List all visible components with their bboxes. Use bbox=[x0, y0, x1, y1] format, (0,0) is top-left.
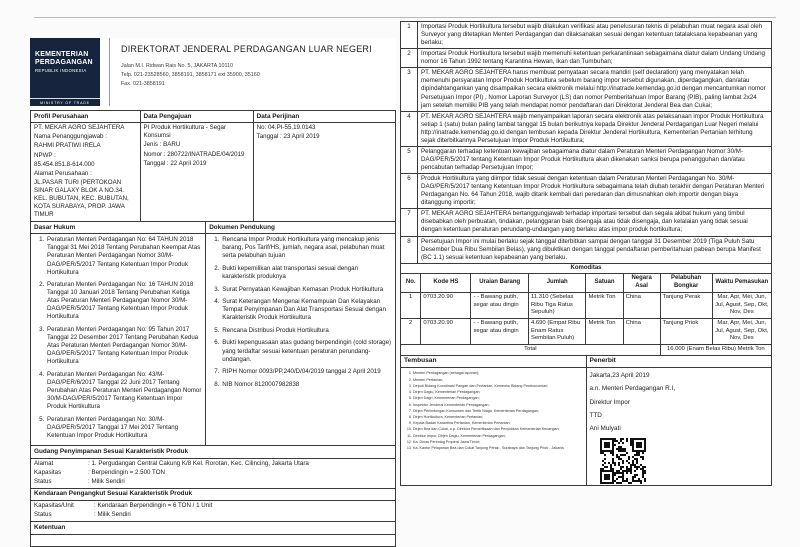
table-cell: 0703.20.90 bbox=[421, 319, 471, 345]
list-item: Fax. 021-3858191 bbox=[121, 80, 165, 87]
list-item: a.n. Menteri Perdagangan R.I, bbox=[589, 385, 676, 393]
list-item: 6. Bukti kepenguasaan atas gudang berpendingin (cold storage) yang terdaftar sesuai ketentuan peraturan perundang-undangan. bbox=[221, 339, 392, 363]
item-number: 4 bbox=[401, 111, 418, 146]
document-page-1 bbox=[30, 38, 396, 547]
list-item: 5. Peraturan Menteri Perdagangan No: 30/M-DAG/PER/5/2017 Tanggal 17 Mei 2017 Tentang Ketentuan Impor Produk Hortikultura bbox=[46, 416, 202, 440]
field-value: : Milik Sendiri bbox=[94, 511, 131, 519]
list-item: 11. Direktur Impor, Dirjen Daglu, Kementerian Perdagangan; bbox=[413, 434, 583, 440]
total-row bbox=[401, 345, 772, 356]
tembusan-list bbox=[404, 371, 583, 452]
list-item: 13. Ka. Kantor Pelayanan Bea dan Cukai Tanjung Perak - Surabaya dan Tanjung Priok - Jakarta. bbox=[413, 446, 583, 452]
item-text: Persetujuan Impor ini mulai berlaku sejak tanggal diterbitkan sampai dengan tanggal 31 Desember 2019 (Tiga Puluh Satu Desember Dua Ribu Sembilan Belas), yang dibuktikan dengan tanggal pendaftaran pemberitahuan pabean berupa Manifest (BC 1.1) sesuai ketentuan kepabeanan yang berlaku. bbox=[418, 236, 772, 263]
dasar-hukum-content bbox=[31, 234, 206, 446]
table-cell: Mar, Apr, Mei, Jun, Jul, Agust, Sep, Okt, Nov, Des bbox=[712, 293, 771, 319]
penerbit-heading: Penerbit bbox=[586, 355, 772, 368]
item-text: PT. MEKAR AGRO SEJAHTERA wajib menyampaikan laporan secara elektronik atas pelaksanaan impor Produk Hortikultura setiap 1 (satu) bulan paling lambat tanggal 15 bulan berikutnya kepada Direktur Jenderal Perdagangan Luar Negeri melalui http://inatrade.kemendag.go.id dengan tembusan kepada Direktur Jenderal Hortikultura, Kementerian Pertanian terhitung sejak diterbitkannya Persetujuan Impor Produk Hortikultura; bbox=[418, 111, 772, 146]
list-item: 1. Rencana Impor Produk Hortikultura yang mencakup jenis barang, Pos Tarif/HS, jumlah, negara asal, pelabuhan muat serta pelabuhan tujuan bbox=[221, 236, 392, 260]
table-cell: Tanjung Perak bbox=[660, 293, 712, 319]
table-cell: 11.310 (Sebelas Ribu Tiga Ratus Sepuluh) bbox=[528, 293, 586, 319]
table-cell: 1 bbox=[401, 293, 421, 319]
list-item: Ani Mulyati bbox=[589, 424, 621, 432]
field-value: : Milik Sendiri bbox=[88, 478, 125, 486]
gudang-status-row bbox=[34, 478, 392, 486]
gudang-heading: Gudang Penyimpanan Sesuai Karakteristik Produk bbox=[31, 446, 396, 458]
directorate-address bbox=[121, 63, 372, 88]
total-value: 16.000 (Enam Belas Ribu) Metrik Ton bbox=[660, 345, 771, 356]
table-cell: China bbox=[623, 293, 660, 319]
letterhead-text bbox=[109, 38, 372, 106]
list-item: No: 04.PI-55.19.0143 bbox=[256, 124, 316, 132]
ketentuan-content bbox=[31, 534, 396, 546]
col-waktu-pemasukan: Waktu Pemasukan bbox=[712, 274, 771, 293]
list-item: 10. Dirjen Bea dan Cukai, u.p. Direktur Pemeriksaan dan Penyidikan Kementerian Keuangan; bbox=[413, 427, 583, 433]
list-item: 6. Inspektur Jenderal Kementerian Perdagangan; bbox=[413, 403, 583, 409]
table-cell: - - Bawang putih, segar atau dingin bbox=[471, 293, 529, 319]
dokumen-pendukung-content bbox=[206, 234, 396, 446]
table-cell: 2 bbox=[401, 319, 421, 345]
list-item: RAHMI PRATIWI IRELA bbox=[34, 142, 101, 150]
table-cell: - - Bawang putih, segar atau dingin bbox=[471, 319, 529, 345]
kendaraan-kapasitas-row bbox=[34, 502, 392, 510]
profil-perusahaan-content bbox=[31, 123, 141, 222]
table-row bbox=[401, 319, 772, 345]
col-negara-asal: Negara Asal bbox=[623, 274, 660, 293]
field-label: Status bbox=[34, 477, 52, 485]
list-item: 3. Deputi Bidang Koordinasi Pangan dan Pertanian, Kemenko Bidang Perekonomian; bbox=[413, 384, 583, 390]
list-item: 2. Bukti kepemilikan alat transportasi sesuai dengan karakteristik produknya bbox=[221, 265, 392, 281]
item-number: 8 bbox=[401, 236, 418, 263]
list-item: 8. Dirjen Hortikultura, Kementerian Pertanian; bbox=[413, 415, 583, 421]
table-row bbox=[401, 174, 772, 209]
kendaraan-heading: Kendaraan Pengangkut Sesuai Karakteristik Produk bbox=[31, 488, 396, 500]
list-item: 4. Peraturan Menteri Perdagangan No: 43/M-DAG/PER/6/2017 Tanggal 22 Juni 2017 Tentang Perubahan Atas Peraturan Menteri Perdagangan Nomor 30/M-DAG/PER/5/2017 Tentang Ketentuan Impor Produk Hortikultura bbox=[46, 371, 202, 411]
list-item: Jenis : BARU bbox=[143, 141, 181, 149]
item-number: 2 bbox=[401, 49, 418, 68]
directorate-title: DIREKTORAT JENDERAL PERDAGANGAN LUAR NEGERI bbox=[121, 44, 372, 54]
list-item: 4. Surat Keterangan Mengenai Kemampuan Dan Kelayakan Tempat Penyimpanan Dan Alat Transportasi Sesuai dengan Karakteristik Produk Hortikultura bbox=[221, 298, 392, 322]
vehicle-table bbox=[30, 488, 396, 522]
commodities-table bbox=[400, 263, 772, 356]
list-item: Telp. 021-23528560, 3858191, 3858171 ext 35900, 35160 bbox=[121, 71, 260, 78]
table-row bbox=[401, 49, 772, 68]
col-no: No. bbox=[401, 274, 421, 293]
data-perijinan-heading: Data Perijinan bbox=[253, 111, 395, 123]
gudang-kapasitas-row bbox=[34, 469, 392, 477]
dasar-hukum-heading: Dasar Hukum bbox=[31, 222, 206, 234]
col-kode-hs: Kode HS bbox=[421, 274, 471, 293]
list-item: Direktur Impor bbox=[589, 398, 630, 406]
table-row bbox=[401, 236, 772, 263]
table-row bbox=[401, 111, 772, 146]
commodities-body bbox=[401, 293, 772, 345]
table-cell: Tanjung Priok bbox=[660, 319, 712, 345]
profil-perusahaan-heading: Profil Perusahaan bbox=[31, 111, 141, 123]
col-satuan: Satuan bbox=[586, 274, 623, 293]
list-item: 3. Peraturan Menteri Perdagangan No: 95 Tahun 2017 Tanggal 22 Desember 2017 Tentang Perubahan Kedua Atas Peraturan Menteri Perdagangan Nomor 30/M-DAG/PER/5/2017 Tentang Ketentuan Impor Produk Hortikultura bbox=[46, 326, 202, 366]
document-page-2 bbox=[400, 21, 772, 486]
tembusan-content bbox=[401, 368, 587, 486]
list-item: 9. Kepala Badan Karantina Pertanian, Kementerian Pertanian; bbox=[413, 421, 583, 427]
col-uraian-barang: Uraian Barang bbox=[471, 274, 529, 293]
list-item: PT. MEKAR AGRO SEJAHTERA bbox=[34, 124, 125, 132]
list-item: 12. Ka. Dinas Perindag Propinsi Jawa Timur; bbox=[413, 440, 583, 446]
logo-subtitle: REPUBLIK INDONESIA bbox=[35, 68, 87, 74]
table-row bbox=[401, 68, 772, 111]
list-item: 7. RIPH Nomor 0093/PP.240/D/04/2019 tanggal 2 April 2019 bbox=[221, 368, 392, 376]
list-item: 85.454.851.8-614.000 bbox=[34, 160, 95, 168]
ministry-of-trade-logo bbox=[30, 38, 100, 106]
list-item: 4. Dirjen Daglu, Kementerian Perdagangan; bbox=[413, 390, 583, 396]
list-item: TTD bbox=[589, 411, 602, 419]
field-value: : Kendaraan Berpendingin = 6 TON / 1 Unit bbox=[94, 502, 212, 510]
tembusan-heading: Tembusan bbox=[401, 355, 587, 368]
dokumen-pendukung-list bbox=[209, 236, 392, 388]
table-row bbox=[401, 293, 772, 319]
conditions-table bbox=[400, 21, 772, 264]
list-item: Tanggal : 22 April 2019 bbox=[143, 159, 207, 167]
total-label: Total bbox=[401, 345, 661, 356]
item-number: 6 bbox=[401, 174, 418, 209]
gudang-content bbox=[31, 458, 396, 488]
item-text: Importasi Produk Hortikultura tersebut wajib dilakukan verifikasi atau penelusuran teknis di pelabuhan muat negara asal oleh Surveyor yang ditetapkan Menteri Perdagangan dan dilaksanakan sesuai dengan ketentuan tatalaksana kepabeanan yang berlaku; bbox=[418, 22, 772, 49]
list-item: 2. Menteri Pertanian; bbox=[413, 378, 583, 384]
list-item: 8. NIB Nomor 8120007982838 bbox=[221, 381, 392, 389]
logo-band: MINISTRY OF TRADE bbox=[30, 98, 100, 106]
table-cell: Metrik Ton bbox=[586, 293, 623, 319]
field-label: Kapasitas bbox=[34, 468, 62, 476]
item-text: PT. MEKAR AGRO SEJAHTERA bertanggungjawab terhadap importasi tersebut dan segala akibat hukum yang timbul disebabkan oleh perbuatan, tindakan, pelanggaran baik disengaja atau tidak disengaja, dan kelalaian yang tidak sesuai dengan ketentuan peraturan perundang-undangan yang berlaku atas impor produk hortikultura; bbox=[418, 209, 772, 236]
list-item: Nama Penanggungjawab : bbox=[34, 133, 107, 141]
kendaraan-content bbox=[31, 501, 396, 522]
penerbit-lines bbox=[590, 369, 769, 435]
list-item: 1. Menteri Perdagangan (sebagai laporan); bbox=[413, 371, 583, 377]
list-item: 2. Peraturan Menteri Perdagangan No: 16 TAHUN 2018 Tanggal 10 Januari 2018 Tentang Perubahan Ketiga Atas Peraturan Menteri Perdagangan Nomor 30/M-DAG/PER/5/2017 Tentang Ketentuan Impor Produk Hortikultura bbox=[46, 281, 202, 321]
legal-basis-table bbox=[30, 221, 396, 446]
item-number: 5 bbox=[401, 146, 418, 173]
data-pengajuan-content bbox=[140, 123, 253, 222]
footer-table bbox=[400, 355, 772, 486]
item-number: 3 bbox=[401, 68, 418, 111]
field-label: Kapasitas/Unit bbox=[34, 502, 74, 510]
profile-table bbox=[30, 110, 396, 222]
komoditas-heading: Komoditas bbox=[401, 263, 772, 274]
dasar-hukum-list bbox=[34, 236, 202, 439]
field-label: Status bbox=[34, 511, 52, 519]
list-item: 3. Surat Pernyataan Kewajiban Kemasan Produk Hortikultura bbox=[221, 286, 392, 294]
list-item: Tanggal : 23 April 2019 bbox=[256, 133, 320, 141]
kendaraan-status-row bbox=[34, 511, 392, 519]
table-cell: 0703.20.90 bbox=[421, 293, 471, 319]
item-text: Importasi Produk Hortikultura tersebut wajib memenuhi ketentuan perkarantinaan sebagaimana diatur dalam Undang Undang nomor 16 Tahun 1992 tentang Karantina Hewan, Ikan dan Tumbuhan; bbox=[418, 49, 772, 68]
item-text: Pelanggaran terhadap ketentuan kewajiban sebagaimana diatur dalam Peraturan Menteri Perdagangan Nomor 30/M-DAG/PER/5/2017 tentang Ketentuan Impor Produk Hortikultura akan dikenakan sanksi berupa penangguhan dan/atau pencabutan terhadap Persetujuan Impor; bbox=[418, 146, 772, 173]
table-row bbox=[401, 22, 772, 49]
item-number: 1 bbox=[401, 22, 418, 49]
col-pelabuhan-bongkar: Pelabuhan Bongkar bbox=[660, 274, 712, 293]
list-item: JL.PASAR TURI (PERTOKOAN SINAR GALAXY BLOK A NO.34. KEL. BUBUTAN, KEC. BUBUTAN, KOTA SURABAYA, PROP. JAWA TIMUR bbox=[34, 178, 129, 218]
logo-title: KEMENTERIAN PERDAGANGAN bbox=[35, 51, 93, 66]
table-cell: 4.690 (Empat Ribu Enam Ratus Sembilan Puluh) bbox=[528, 319, 586, 345]
list-item: 7. Dirjen Perlindungan Konsumen dan Tertib Niaga, Kementerian Perdagangan; bbox=[413, 409, 583, 415]
table-cell: Mar, Apr, Mei, Jun, Jul, Agust, Sep, Okt, Nov, Des bbox=[712, 319, 771, 345]
list-item: Jalan M.I. Ridwan Rais No. 5, JAKARTA 10110 bbox=[121, 63, 234, 69]
field-value: : Berpendingin = 2.500 TON bbox=[88, 469, 165, 477]
item-number: 7 bbox=[401, 209, 418, 236]
list-item: Nomor : 280722/INATRADE/04/2019 bbox=[143, 150, 245, 158]
ketentuan-table bbox=[30, 521, 396, 546]
list-item: NPWP : bbox=[34, 151, 56, 159]
col-jumlah: Jumlah bbox=[528, 274, 586, 293]
conditions-list bbox=[401, 22, 772, 264]
list-item: 5. Dirjen Dagri, Kementerian Perdagangan; bbox=[413, 396, 583, 402]
item-text: PT. MEKAR AGRO SEJAHTERA harus membuat pernyataan secara mandiri (self declaration) yang menyatakan telah memenuhi persyaratan Impor Produk Hortikultura sebelum barang impor tersebut digunakan, diperdagangkan, dan/atau dipindahtangankan yang disampaikan secara elektronik melalui http://inatrade.kemendag.go.id dengan mencantumkan nomor Persetujuan Impor (PI) , Nomor Laporan Surveyor (LS) dan nomor Pemberitahuan Impor Barang (PIB), paling lambat 2x24 jam setelah memiliki PIB yang telah mendapat nomor pendaftaran dari Direktorat Jenderal Bea dan Cukai; bbox=[418, 68, 772, 111]
table-row bbox=[401, 146, 772, 173]
list-item: 1. Peraturan Menteri Perdagangan No: 64 TAHUN 2018 Tanggal 31 Mei 2018 Tentang Perubahan Keempat Atas Peraturan Menteri Perdagangan Nomor 30/M-DAG/PER/5/2017 Tentang Ketentuan Impor Produk Hortikultura bbox=[46, 236, 202, 276]
dokumen-pendukung-heading: Dokumen Pendukung bbox=[206, 222, 396, 234]
letterhead bbox=[30, 38, 396, 106]
gudang-alamat-row bbox=[34, 460, 392, 468]
table-row bbox=[401, 209, 772, 236]
table-cell: China bbox=[623, 319, 660, 345]
field-label: Alamat bbox=[34, 459, 54, 467]
page-top-rule bbox=[34, 17, 776, 18]
warehouse-table bbox=[30, 445, 396, 489]
list-item: Alamat Perusahaan : bbox=[34, 169, 92, 177]
list-item: 5. Rencana Distribusi Produk Hortikultura bbox=[221, 327, 392, 335]
commodities-header-row bbox=[401, 274, 772, 293]
list-item: PI Produk Hortikultura - Segar Konsumsi bbox=[143, 124, 227, 140]
data-perijinan-content bbox=[253, 123, 395, 222]
qr-code bbox=[600, 438, 769, 484]
ketentuan-heading: Ketentuan bbox=[31, 522, 396, 534]
penerbit-content bbox=[586, 368, 772, 486]
field-value: : 1. Pergudangan Central Cakung K/8 Kel. Rorotan, Kec. Cilincing, Jakarta Utara bbox=[88, 460, 309, 468]
list-item: Jakarta,23 April 2019 bbox=[589, 372, 650, 380]
data-pengajuan-heading: Data Pengajuan bbox=[140, 111, 253, 123]
table-cell: Metrik Ton bbox=[586, 319, 623, 345]
item-text: Produk Hortikultura yang diimpor tidak sesuai dengan ketentuan dalam Peraturan Menteri Perdagangan No. 30/M-DAG/PER/5/2017 tentang Ketentuan Impor Produk Hortikultura sebagaimana telah diubah terakhir dengan Peraturan Menteri Perdagangan No. 64 Tahun 2018, wajib ditarik kembali dari peredaran dan dimusnahkan oleh importir dengan biaya ditanggung importir; bbox=[418, 174, 772, 209]
